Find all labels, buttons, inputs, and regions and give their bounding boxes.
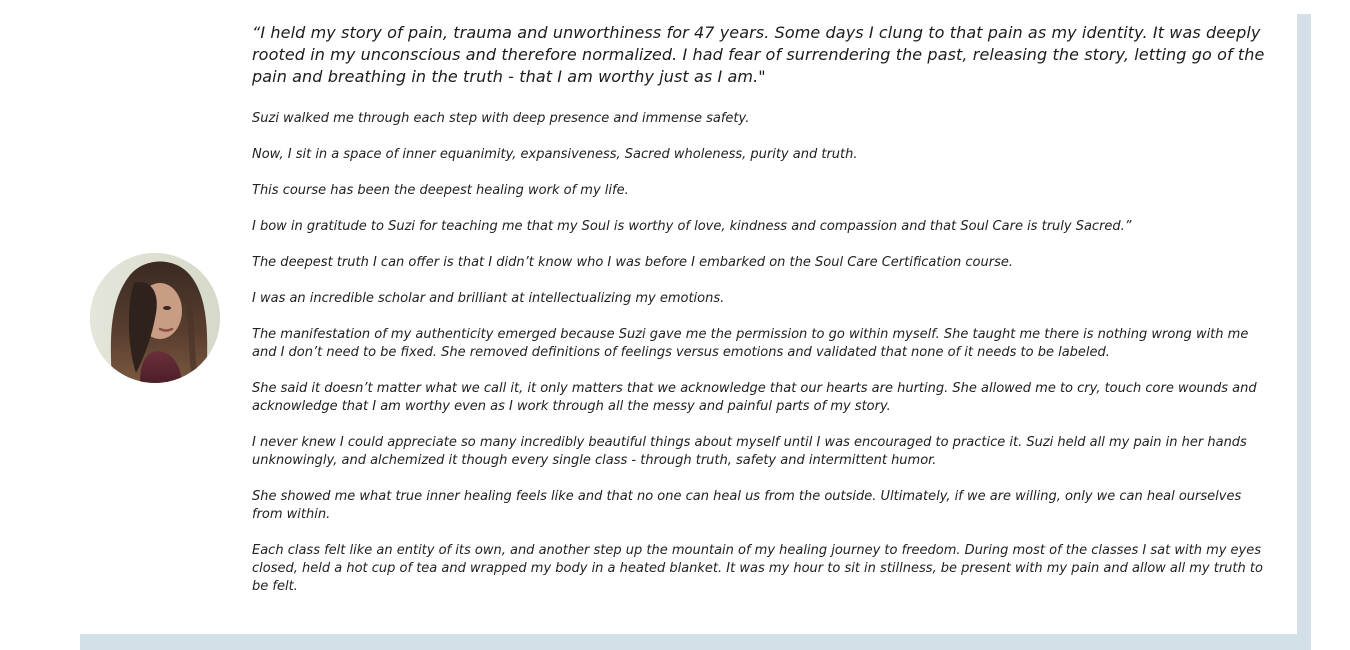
testimonial-content: [252, 22, 1267, 614]
testimonial-paragraph: This course has been the deepest healing work of my life.: [252, 183, 629, 198]
testimonial-paragraph: Now, I sit in a space of inner equanimity, expansiveness, Sacred wholeness, purity and truth.: [252, 147, 858, 162]
card-shadow-bottom: [80, 634, 1311, 650]
testimonial-paragraph: She said it doesn’t matter what we call it, it only matters that we acknowledge that our hearts are hurting. She allowed me to cry, touch core wounds and acknowledge that I am worthy even as I work through all the messy and painful parts of my story.: [252, 381, 1257, 414]
testimonial-paragraph: Each class felt like an entity of its own, and another step up the mountain of my healing journey to freedom. During most of the classes I sat with my eyes closed, held a hot cup of tea and wrapped my body in a heated blanket. It was my hour to sit in stillness, be present with my pain and allow all my truth to be felt.: [252, 543, 1263, 594]
testimonial-paragraph: She showed me what true inner healing feels like and that no one can heal us from the outside. Ultimately, if we are willing, only we can heal ourselves from within.: [252, 489, 1242, 522]
lead-quote: “I held my story of pain, trauma and unworthiness for 47 years. Some days I clung to that pain as my identity. It was deeply rooted in my unconscious and therefore normalized. I had fear of surrendering the past, releasing the story, letting go of the pain and breathing in the truth - that I am worthy just as I am.": [252, 23, 1265, 86]
testimonial-paragraph: Suzi walked me through each step with deep presence and immense safety.: [252, 111, 750, 126]
avatar-photo: [90, 253, 220, 383]
testimonial-paragraph: The deepest truth I can offer is that I didn’t know who I was before I embarked on the Soul Care Certification course.: [252, 255, 1013, 270]
card-shadow-right: [1297, 14, 1311, 650]
testimonial-paragraph: I never knew I could appreciate so many incredibly beautiful things about myself until I was encouraged to practice it. Suzi held all my pain in her hands unknowingly, and alchemized it though every single class - through truth, safety and intermittent humor.: [252, 435, 1247, 468]
testimonial-paragraph: I bow in gratitude to Suzi for teaching me that my Soul is worthy of love, kindness and compassion and that Soul Care is truly Sacred.”: [252, 219, 1132, 234]
avatar: [90, 253, 220, 383]
testimonial-paragraph: I was an incredible scholar and brilliant at intellectualizing my emotions.: [252, 291, 725, 306]
testimonial-paragraph: The manifestation of my authenticity emerged because Suzi gave me the permission to go within myself. She taught me there is nothing wrong with me and I don’t need to be fixed. She removed definitions of feelings versus emotions and validated that none of it needs to be labeled.: [252, 327, 1249, 360]
